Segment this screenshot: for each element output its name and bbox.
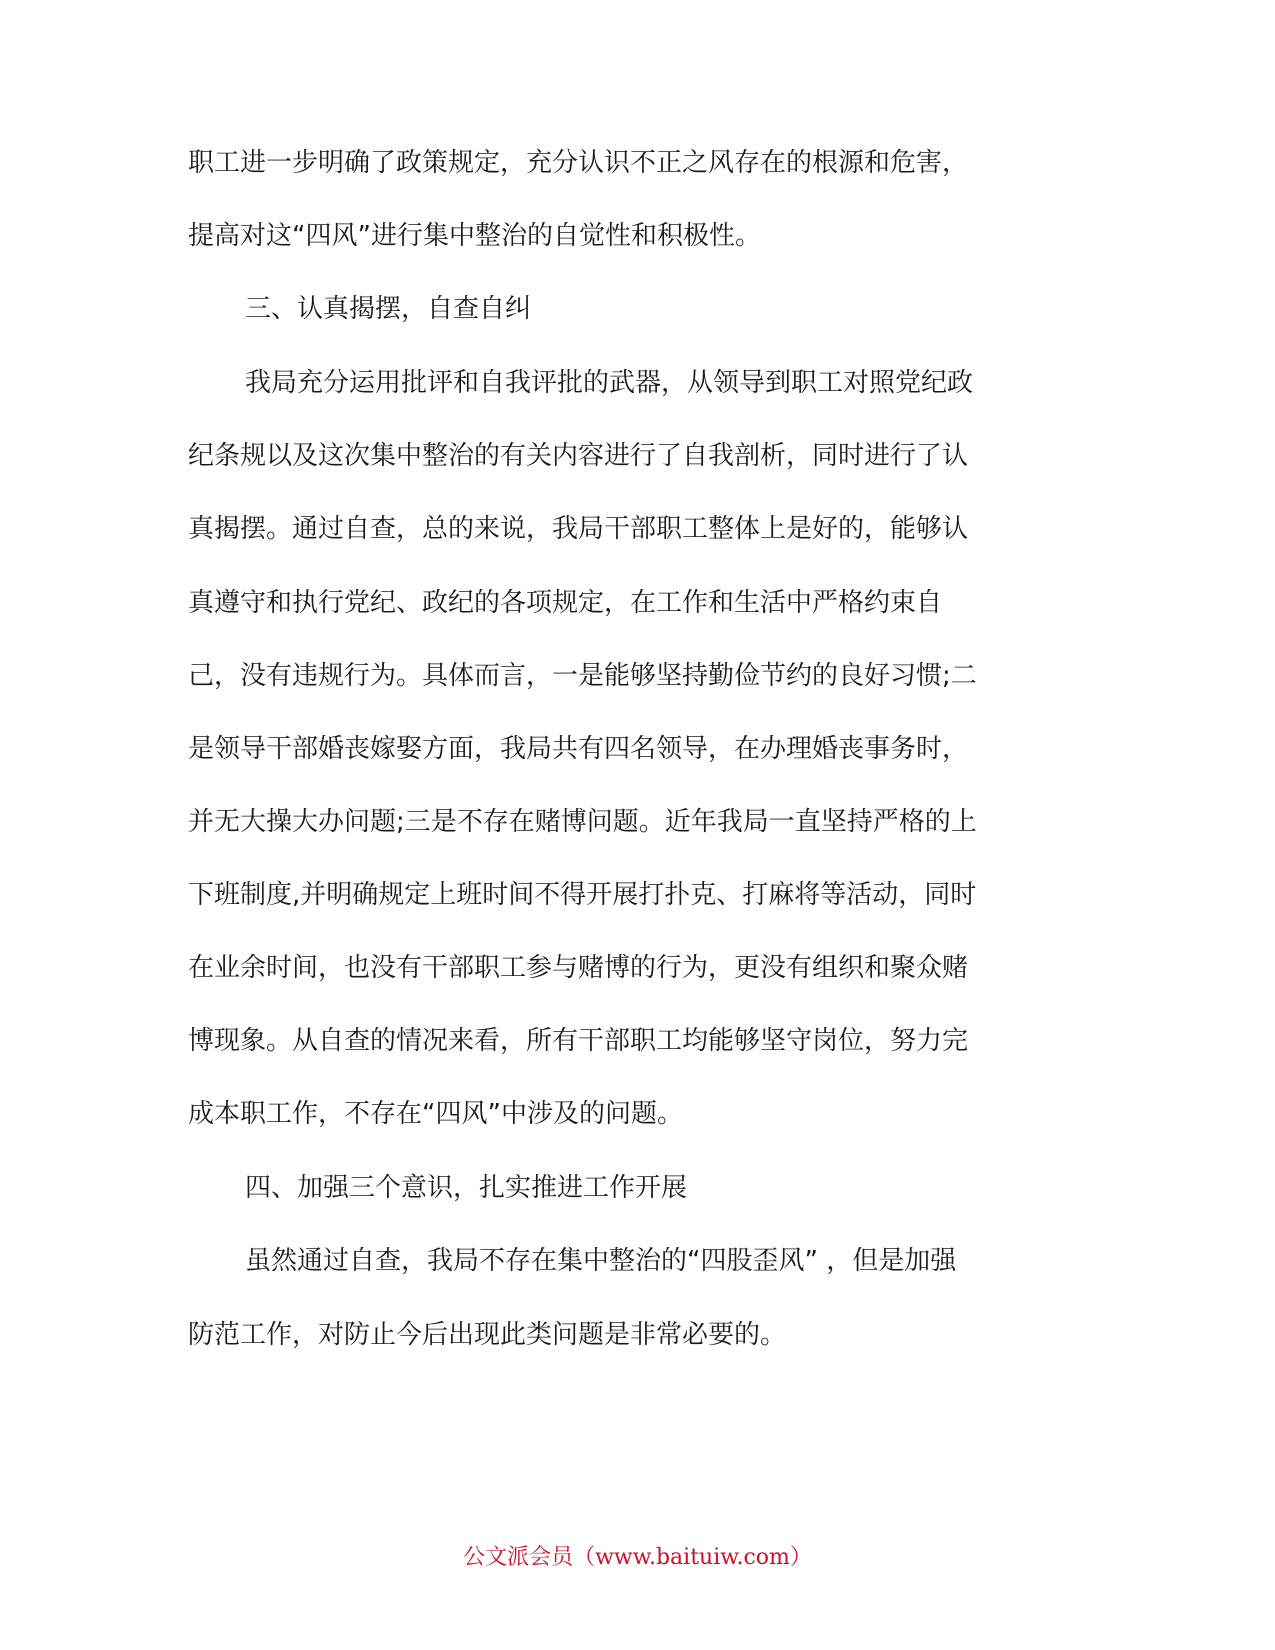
paragraph-line: 下班制度,并明确规定上班时间不得开展打扑克、打麻将等活动，同时 (188, 880, 977, 910)
paragraph-line: 并无大操大办问题;三是不存在赌博问题。近年我局一直坚持严格的上 (188, 807, 977, 837)
section-heading: 三、认真揭摆，自查自纠 (245, 294, 532, 324)
paragraph-line: 职工进一步明确了政策规定，充分认识不正之风存在的根源和危害， (188, 148, 969, 178)
paragraph-line: 纪条规以及这次集中整治的有关内容进行了自我剖析，同时进行了认 (188, 441, 969, 471)
paragraph-line: 防范工作，对防止今后出现此类问题是非常必要的。 (188, 1320, 787, 1350)
paragraph-line: 成本职工作，不存在“四风”中涉及的问题。 (188, 1099, 683, 1129)
paragraph-line: 真遵守和执行党纪、政纪的各项规定，在工作和生活中严格约束自 (188, 588, 943, 618)
paragraph-line: 博现象。从自查的情况来看，所有干部职工均能够坚守岗位，努力完 (188, 1026, 969, 1056)
footer-watermark: 公文派会员（www.baituiw.com） (463, 1545, 812, 1570)
paragraph-line: 在业余时间，也没有干部职工参与赌博的行为，更没有组织和聚众赌 (188, 953, 969, 983)
section-heading: 四、加强三个意识，扎实推进工作开展 (245, 1173, 688, 1203)
paragraph-line: 真揭摆。通过自查，总的来说，我局干部职工整体上是好的，能够认 (188, 514, 969, 544)
paragraph-line: 虽然通过自查，我局不存在集中整治的“四股歪风” ，但是加强 (245, 1246, 957, 1276)
paragraph-line: 己，没有违规行为。具体而言，一是能够坚持勤俭节约的良好习惯;二 (188, 661, 977, 691)
paragraph-line: 提高对这“四风”进行集中整治的自觉性和积极性。 (188, 221, 761, 251)
paragraph-line: 是领导干部婚丧嫁娶方面，我局共有四名领导，在办理婚丧事务时， (188, 734, 969, 764)
paragraph-line: 我局充分运用批评和自我评批的武器，从领导到职工对照党纪政 (245, 368, 974, 398)
